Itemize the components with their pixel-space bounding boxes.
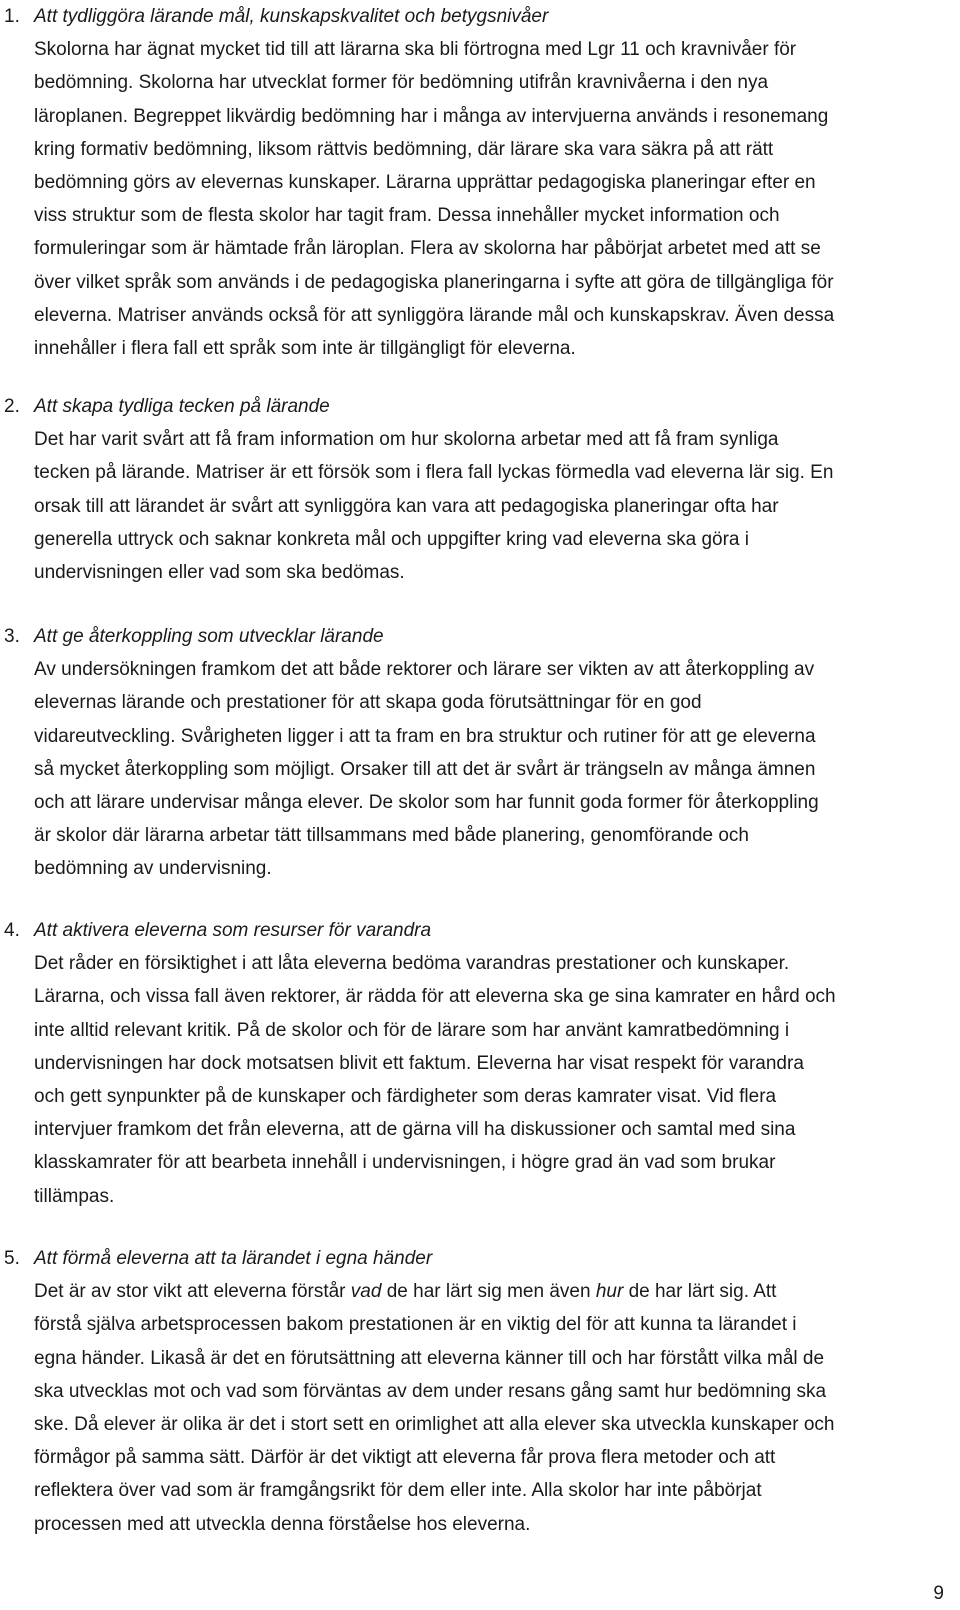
section-body: [34, 33, 954, 365]
paragraph-line: över vilket språk som används i de pedagogiska planeringarna i syfte att göra de tillgängliga för: [34, 271, 834, 293]
page-number: 9: [933, 1583, 944, 1604]
paragraph-line: processen med att utveckla denna förståelse hos eleverna.: [34, 1513, 531, 1535]
paragraph-line: kring formativ bedömning, liksom rättvis bedömning, där lärare ska vara säkra på att rätt: [34, 138, 774, 160]
paragraph-line: tecken på lärande. Matriser är ett försök som i flera fall lyckas förmedla vad eleverna lär sig. En: [34, 462, 834, 484]
section-title: Att tydliggöra lärande mål, kunskapskvalitet och betygsnivåer: [34, 6, 549, 27]
section-number: 4.: [4, 920, 20, 941]
section-title: Att skapa tydliga tecken på lärande: [34, 396, 330, 417]
paragraph-line: ska utvecklas mot och vad som förväntas av dem under resans gång samt hur bedömning ska: [34, 1380, 827, 1402]
section-number: 1.: [4, 6, 20, 27]
paragraph-line: så mycket återkoppling som möjligt. Orsaker till att det är svårt är trängseln av många ämnen: [34, 758, 816, 780]
section-title: Att ge återkoppling som utvecklar lärande: [34, 626, 384, 647]
paragraph-line: viss struktur som de flesta skolor har tagit fram. Dessa innehåller mycket information och: [34, 205, 780, 227]
section-heading: [0, 914, 940, 947]
paragraph-line: bedömning. Skolorna har utvecklat former för bedömning utifrån kravnivåerna i den nya: [34, 72, 769, 94]
section-number: 5.: [4, 1248, 20, 1269]
paragraph-line: undervisningen har dock motsatsen blivit ett faktum. Eleverna har visat respekt för varandra: [34, 1052, 804, 1074]
paragraph-line: ske. Då elever är olika är det i stort sett en orimlighet att alla elever ska utveckla kunskaper och: [34, 1414, 835, 1435]
section-body: [34, 947, 954, 1213]
section-number: 2.: [4, 396, 20, 417]
paragraph-line: Det har varit svårt att få fram information om hur skolorna arbetar med att få fram synliga: [34, 429, 779, 451]
section-1: [0, 0, 940, 365]
section-4: [0, 914, 940, 1213]
paragraph-line: förstå själva arbetsprocessen bakom prestationen är en viktig del för att kunna ta lärandet i: [34, 1314, 797, 1336]
paragraph-line: och gett synpunkter på de kunskaper och färdigheter som deras kamrater visat. Vid flera: [34, 1086, 777, 1107]
paragraph-line: egna händer. Likaså är det en förutsättning att eleverna känner till och har förstått vilka mål de: [34, 1347, 825, 1369]
paragraph-line: intervjuer framkom det från eleverna, att de gärna vill ha diskussioner och samtal med sina: [34, 1119, 796, 1141]
section-body: [34, 1275, 954, 1541]
paragraph-line: undervisningen eller vad som ska bedömas.: [34, 562, 405, 583]
paragraph-line: elevernas lärande och prestationer för att skapa goda förutsättningar för en god: [34, 692, 702, 714]
paragraph-line: och att lärare undervisar många elever. De skolor som har funnit goda former för återkoppling: [34, 792, 819, 813]
section-3: [0, 620, 940, 886]
paragraph-line: eleverna. Matriser används också för att synliggöra lärande mål och kunskapskrav. Även dessa: [34, 304, 835, 326]
paragraph-line: bedömning av undervisning.: [34, 858, 272, 880]
paragraph-line: tillämpas.: [34, 1185, 115, 1207]
emphasis: hur: [595, 1281, 624, 1303]
section-heading: [0, 1242, 940, 1275]
section-title: Att förmå eleverna att ta lärandet i egna händer: [34, 1248, 433, 1269]
paragraph-line: förmågor på samma sätt. Därför är det viktigt att eleverna får prova flera metoder och att: [34, 1447, 776, 1469]
section-5: [0, 1242, 940, 1541]
paragraph-line: klasskamrater för att bearbeta innehåll i undervisningen, i högre grad än vad som brukar: [34, 1152, 776, 1174]
paragraph-line: Det råder en försiktighet i att låta eleverna bedöma varandras prestationer och kunskaper.: [34, 953, 790, 975]
paragraph-line: är skolor där lärarna arbetar tätt tillsammans med både planering, genomförande och: [34, 825, 749, 847]
section-heading: [0, 390, 940, 423]
section-2: [0, 390, 940, 589]
section-title: Att aktivera eleverna som resurser för varandra: [34, 920, 432, 941]
section-number: 3.: [4, 626, 20, 647]
section-body: [34, 653, 954, 885]
paragraph-line: Det är av stor vikt att eleverna förstår vad de har lärt sig men även hur de har lärt sig. Att: [34, 1281, 777, 1303]
paragraph-line: formuleringar som är hämtade från läroplan. Flera av skolorna har påbörjat arbetet med att se: [34, 238, 821, 260]
paragraph-line: läroplanen. Begreppet likvärdig bedömning har i många av intervjuerna används i resonemang: [34, 105, 829, 127]
section-body: [34, 423, 954, 589]
paragraph-line: inte alltid relevant kritik. På de skolor och för de lärare som har använt kamratbedömning i: [34, 1019, 790, 1041]
paragraph-line: Av undersökningen framkom det att både rektorer och lärare ser vikten av att återkoppling av: [34, 659, 815, 681]
paragraph-line: bedömning görs av elevernas kunskaper. Lärarna upprättar pedagogiska planeringar efter en: [34, 172, 816, 193]
paragraph-line: Lärarna, och vissa fall även rektorer, är rädda för att eleverna ska ge sina kamrater en hård och: [34, 986, 836, 1008]
emphasis: vad: [350, 1281, 382, 1303]
paragraph-line: Skolorna har ägnat mycket tid till att lärarna ska bli förtrogna med Lgr 11 och kravnivåer för: [34, 39, 797, 61]
paragraph-line: orsak till att lärandet är svårt att synliggöra kan vara att pedagogiska planeringar ofta har: [34, 495, 779, 517]
paragraph-line: generella uttryck och saknar konkreta mål och uppgifter kring vad eleverna ska göra i: [34, 528, 749, 550]
paragraph-line: vidareutveckling. Svårigheten ligger i att ta fram en bra struktur och rutiner för att ge eleverna: [34, 725, 816, 747]
paragraph-line: innehåller i flera fall ett språk som inte är tillgängligt för eleverna.: [34, 338, 576, 360]
paragraph-line: reflektera över vad som är framgångsrikt för dem eller inte. Alla skolor har inte påbörjat: [34, 1480, 762, 1502]
section-heading: [0, 620, 940, 653]
section-heading: [0, 0, 940, 33]
